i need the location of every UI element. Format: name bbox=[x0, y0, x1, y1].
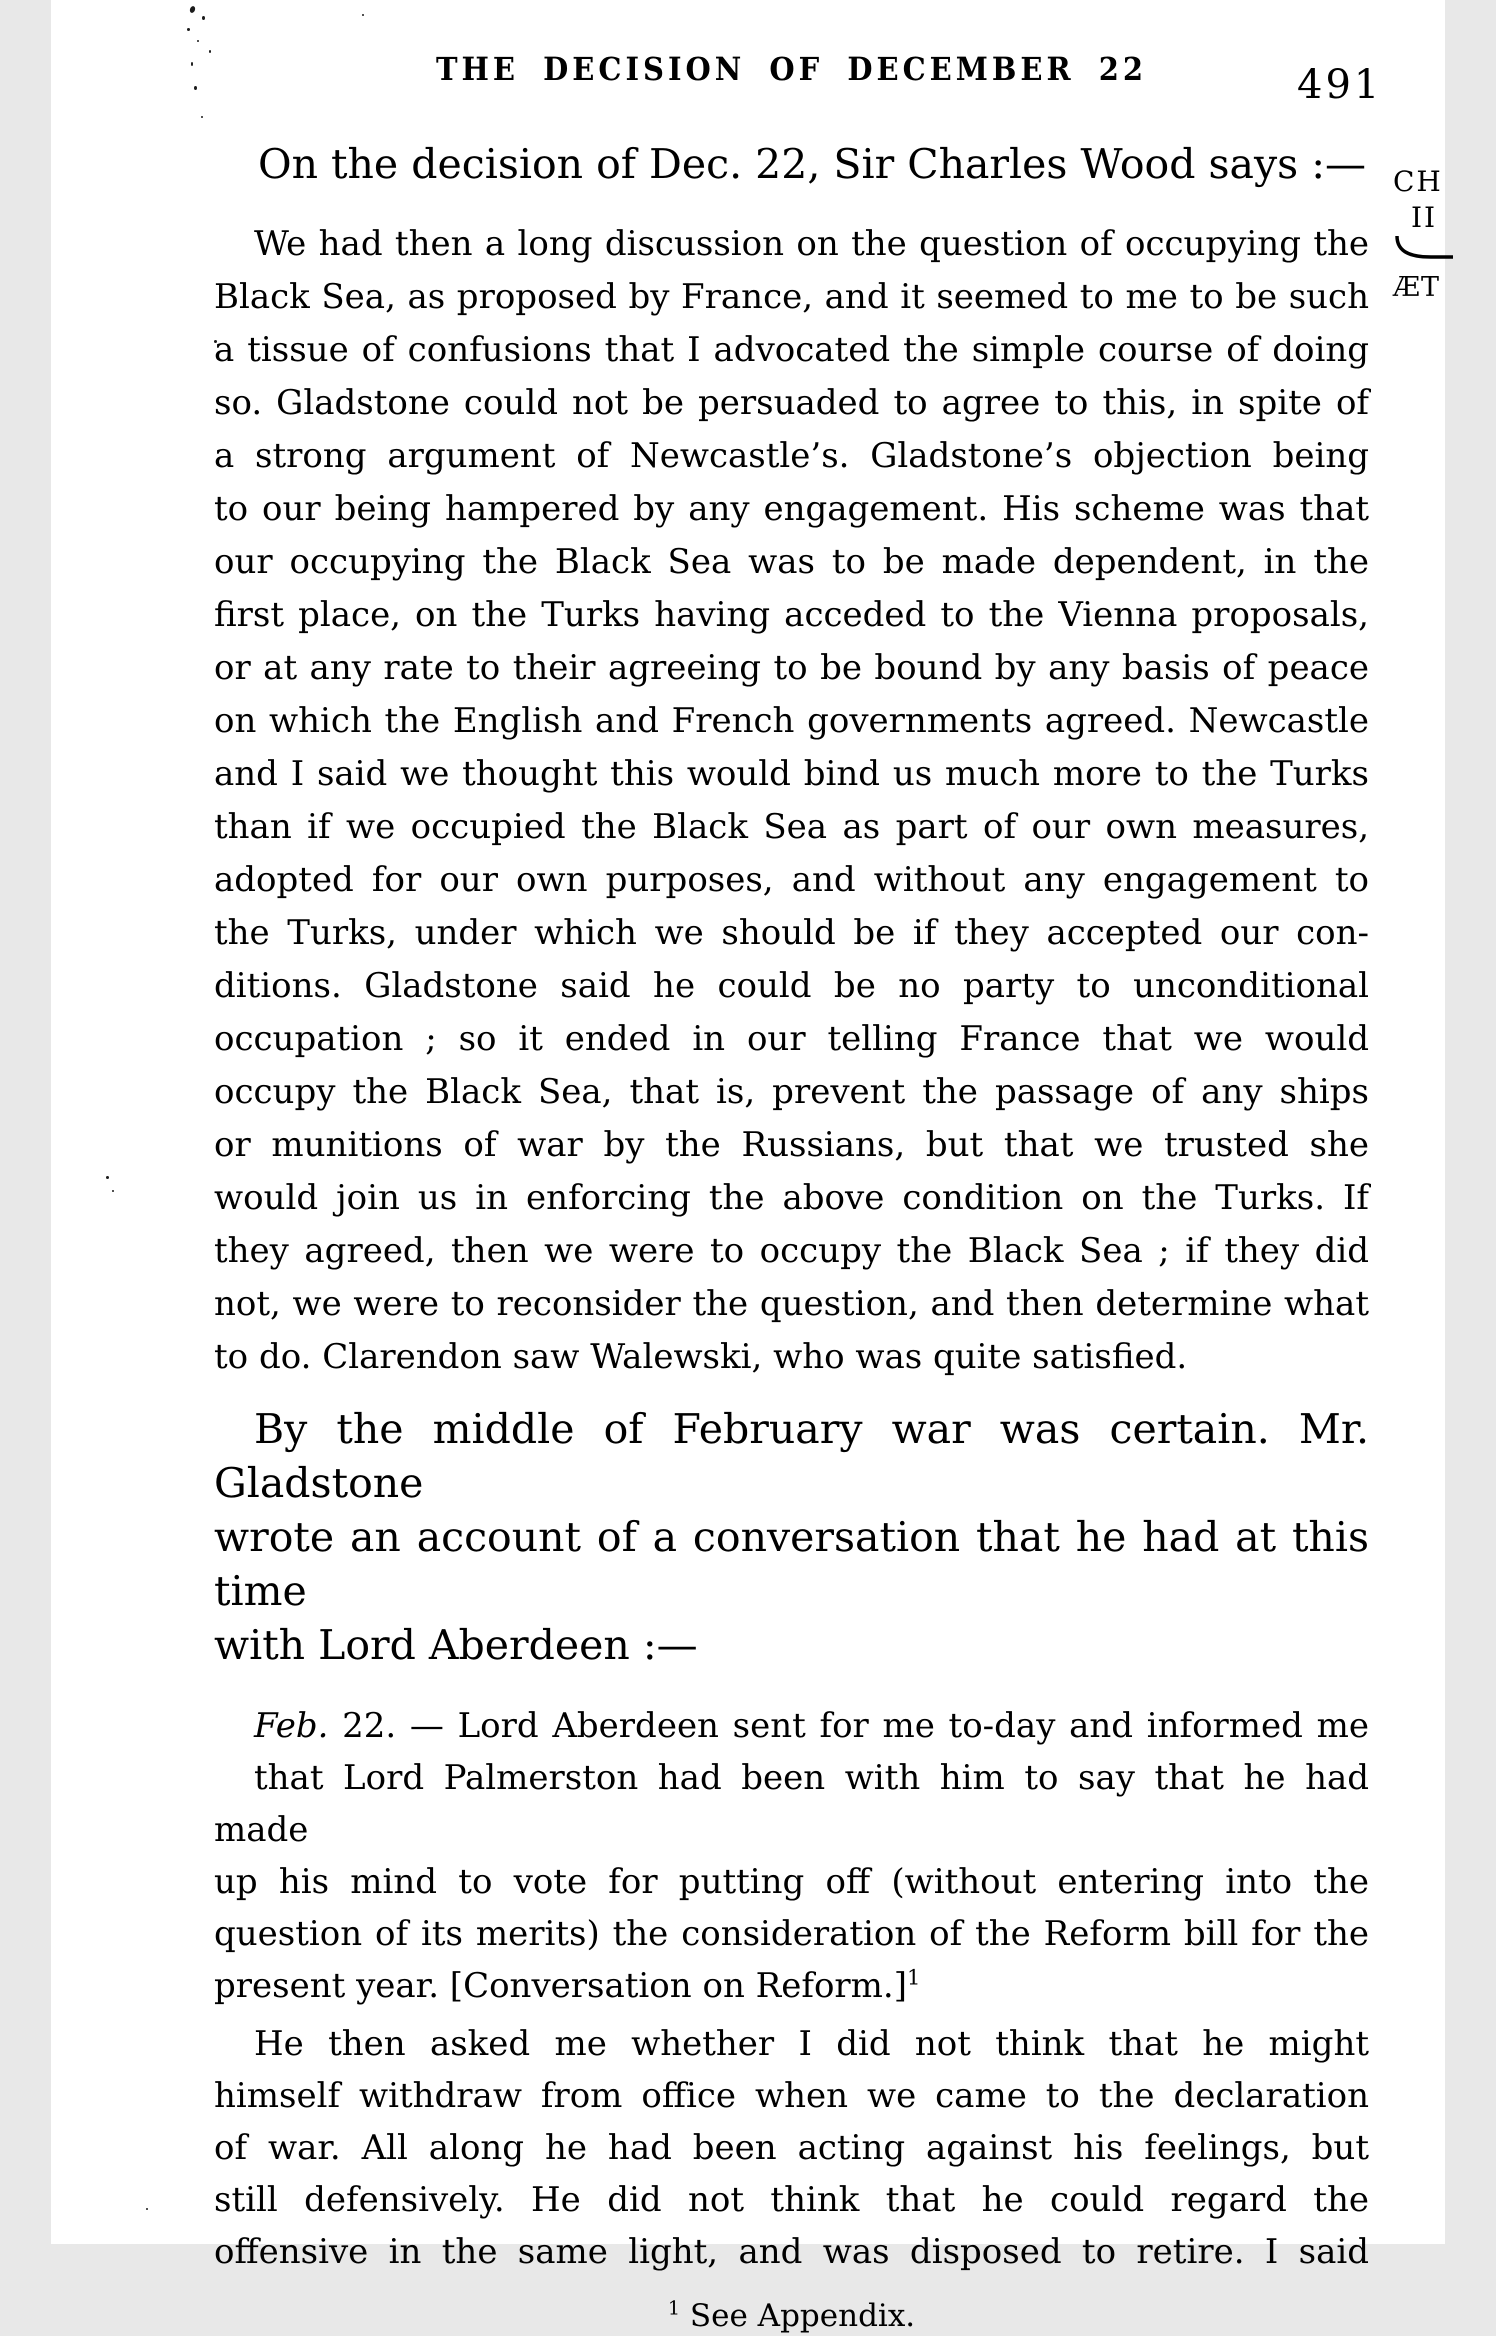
text-line: and I said we thought this would bind us much more to the Turks bbox=[214, 754, 1369, 794]
noise-speck bbox=[197, 40, 199, 42]
memo-first-line-rest: 22. — Lord Aberdeen sent for me to-day and informed me bbox=[328, 1706, 1369, 1746]
margin-aetat-label: ÆT bbox=[1393, 272, 1441, 303]
footnote-text: See Appendix. bbox=[680, 2298, 916, 2334]
margin-brace-rule bbox=[1393, 234, 1453, 262]
noise-speck bbox=[194, 86, 197, 90]
gladstone-memo-paragraph bbox=[214, 1700, 1369, 2012]
noise-speck bbox=[362, 14, 364, 16]
footnote-marker: 1 bbox=[667, 2296, 681, 2320]
text-line: occupy the Black Sea, that is, prevent the passage of any ships bbox=[214, 1072, 1369, 1112]
noise-speck bbox=[191, 62, 193, 66]
margin-chapter-label: CH bbox=[1393, 165, 1443, 198]
text-line: a strong argument of Newcastle’s. Gladstone’s objection being bbox=[214, 436, 1369, 476]
page-header bbox=[214, 52, 1369, 86]
text-line: of war. All along he had been acting against his feelings, but bbox=[214, 2128, 1369, 2168]
text-line: question of its merits) the consideration of the Reform bill for the bbox=[214, 1914, 1369, 1954]
text-line: Black Sea, as proposed by France, and it seemed to me to be such bbox=[214, 277, 1369, 317]
memo-continued-paragraph bbox=[214, 2018, 1369, 2278]
noise-speck bbox=[112, 1190, 114, 1192]
text-line: on which the English and French governments agreed. Newcastle bbox=[214, 701, 1369, 741]
running-head: THE DECISION OF DECEMBER 22 bbox=[435, 50, 1148, 88]
text-line: himself withdraw from office when we came to the declaration bbox=[214, 2076, 1369, 2116]
text-line: to our being hampered by any engagement. His scheme was that bbox=[214, 489, 1369, 529]
text-line: our occupying the Black Sea was to be made dependent, in the bbox=[214, 542, 1369, 582]
text-line: they agreed, then we were to occupy the Black Sea ; if they did bbox=[214, 1231, 1369, 1271]
text-line: than if we occupied the Black Sea as part of our own measures, bbox=[214, 807, 1369, 847]
text-line: wrote an account of a conversation that he had at this time bbox=[214, 1513, 1369, 1615]
text-line: or at any rate to their agreeing to be bound by any basis of peace bbox=[214, 648, 1369, 688]
text-line: offensive in the same light, and was disposed to retire. I said bbox=[214, 2232, 1369, 2272]
noise-speck bbox=[189, 5, 196, 13]
text-column bbox=[214, 140, 1369, 2336]
memo-last-line-text: present year. [Conversation on Reform.] bbox=[214, 1966, 907, 2006]
noise-speck bbox=[187, 28, 190, 31]
text-line: up his mind to vote for putting off (without entering into the bbox=[214, 1862, 1369, 1902]
text-line: not, we were to reconsider the question, and then determine what bbox=[214, 1284, 1369, 1324]
text-line: or munitions of war by the Russians, but that we trusted she bbox=[214, 1125, 1369, 1165]
text-line: By the middle of February war was certain. Mr. Gladstone bbox=[214, 1405, 1369, 1507]
text-line: with Lord Aberdeen :— bbox=[214, 1621, 698, 1669]
memo-last-line bbox=[214, 1960, 1369, 2012]
text-line: ditions. Gladstone said he could be no party to unconditional bbox=[214, 966, 1369, 1006]
wood-quote-paragraph bbox=[214, 218, 1369, 1384]
margin-note bbox=[1393, 165, 1496, 303]
text-line: first place, on the Turks having acceded to the Vienna proposals, bbox=[214, 595, 1369, 635]
noise-speck bbox=[209, 50, 211, 53]
intro-sentence: On the decision of Dec. 22, Sir Charles Wood says :— bbox=[258, 140, 1367, 188]
text-line: a tissue of confusions that I advocated the simple course of doing bbox=[214, 330, 1369, 370]
text-line: the Turks, under which we should be if they accepted our con- bbox=[214, 913, 1369, 953]
noise-speck bbox=[146, 2208, 148, 2210]
narrative-paragraph bbox=[214, 1402, 1369, 1672]
noise-speck bbox=[106, 1176, 109, 1179]
page-number: 491 bbox=[1297, 62, 1383, 108]
memo-first-line bbox=[214, 1700, 1369, 1752]
text-line: adopted for our own purposes, and without any engagement to bbox=[214, 860, 1369, 900]
memo-date: Feb. bbox=[254, 1706, 329, 1746]
book-page bbox=[51, 0, 1445, 2334]
text-line: to do. Clarendon saw Walewski, who was quite satisfied. bbox=[214, 1337, 1188, 1377]
text-line: He then asked me whether I did not think that he might bbox=[254, 2024, 1369, 2064]
text-line: that Lord Palmerston had been with him to say that he had made bbox=[214, 1758, 1369, 1850]
memo-middle-lines bbox=[214, 1752, 1369, 1960]
margin-chapter-numeral: II bbox=[1411, 201, 1438, 234]
text-line: would join us in enforcing the above condition on the Turks. If bbox=[214, 1178, 1369, 1218]
footnote-reference-marker: 1 bbox=[906, 1964, 921, 1990]
text-line: We had then a long discussion on the question of occupying the bbox=[254, 224, 1369, 264]
text-line: still defensively. He did not think that he could regard the bbox=[214, 2180, 1369, 2220]
noise-speck bbox=[201, 116, 203, 118]
text-line: so. Gladstone could not be persuaded to agree to this, in spite of bbox=[214, 383, 1369, 423]
noise-speck bbox=[202, 16, 205, 20]
text-line: occupation ; so it ended in our telling France that we would bbox=[214, 1019, 1369, 1059]
footnote bbox=[214, 2296, 1369, 2336]
